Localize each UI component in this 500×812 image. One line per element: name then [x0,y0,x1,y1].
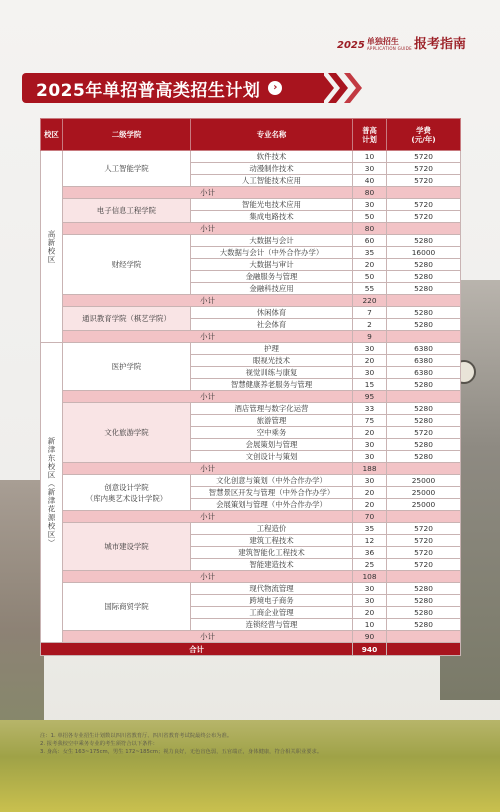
major-cell: 智能光电技术应用 [191,199,353,211]
enrollment-table [40,118,461,656]
subtotal-value: 95 [353,391,387,403]
brand-line1: 单独招生 [366,37,399,46]
fee-cell: 5280 [387,379,461,391]
footnote: 2. 报考我校空中乘务专业的考生须符合以下条件： [40,741,158,747]
plan-cell: 35 [353,247,387,259]
fee-cell: 5280 [387,607,461,619]
major-cell: 建筑智能化工程技术 [191,547,353,559]
fee-cell: 5280 [387,271,461,283]
subtotal-value: 188 [353,463,387,475]
plan-cell: 10 [353,151,387,163]
college-cell: 文化旅游学院 [63,403,191,463]
plan-cell: 7 [353,307,387,319]
college-cell: 医护学院 [63,343,191,391]
subtotal-row [41,331,461,343]
table-row [41,343,461,355]
subtotal-value: 220 [353,295,387,307]
fee-cell: 5280 [387,439,461,451]
major-cell: 连锁经营与管理 [191,619,353,631]
major-cell: 文创设计与策划 [191,451,353,463]
subtotal-label: 小计 [63,511,353,523]
plan-cell: 30 [353,583,387,595]
fee-cell: 6380 [387,343,461,355]
subtotal-empty [387,511,461,523]
subtotal-empty [387,223,461,235]
subtotal-empty [387,295,461,307]
major-cell: 酒店管理与数字化运营 [191,403,353,415]
fee-cell: 5280 [387,319,461,331]
fee-cell: 5280 [387,403,461,415]
fee-cell: 5280 [387,415,461,427]
subtotal-row [41,631,461,643]
plan-cell: 20 [353,427,387,439]
fee-cell: 16000 [387,247,461,259]
fee-cell: 5720 [387,535,461,547]
plan-cell: 36 [353,547,387,559]
subtotal-empty [387,631,461,643]
plan-cell: 20 [353,355,387,367]
major-cell: 工程造价 [191,523,353,535]
fee-cell: 5280 [387,283,461,295]
plan-cell: 15 [353,379,387,391]
table-row [41,151,461,163]
major-cell: 视觉训练与康复 [191,367,353,379]
plan-cell: 60 [353,235,387,247]
major-cell: 软件技术 [191,151,353,163]
total-row [41,643,461,656]
fee-cell: 25000 [387,487,461,499]
major-cell: 大数据与审计 [191,259,353,271]
major-cell: 跨境电子商务 [191,595,353,607]
plan-cell: 75 [353,415,387,427]
major-cell: 社会体育 [191,319,353,331]
college-cell: 城市建设学院 [63,523,191,571]
subtotal-row [41,187,461,199]
table-row [41,583,461,595]
plan-cell: 40 [353,175,387,187]
major-cell: 现代物流管理 [191,583,353,595]
fee-cell: 5720 [387,211,461,223]
enrollment-table-wrap [40,118,460,656]
subtotal-empty [387,331,461,343]
table-row [41,235,461,247]
major-cell: 智慧健康养老服务与管理 [191,379,353,391]
college-cell: 财经学院 [63,235,191,295]
fee-cell: 25000 [387,499,461,511]
subtotal-label: 小计 [63,391,353,403]
plan-cell: 12 [353,535,387,547]
fee-cell: 5720 [387,559,461,571]
major-cell: 工商企业管理 [191,607,353,619]
fee-cell: 6380 [387,367,461,379]
major-cell: 旅游管理 [191,415,353,427]
table-body [41,151,461,656]
plan-cell: 30 [353,475,387,487]
subtotal-empty [387,571,461,583]
brand-logo [337,38,466,51]
subtotal-row [41,463,461,475]
table-row [41,475,461,487]
background-building [0,480,44,730]
plan-cell: 30 [353,367,387,379]
subtotal-row [41,295,461,307]
major-cell: 建筑工程技术 [191,535,353,547]
college-cell: 国际商贸学院 [63,583,191,631]
major-cell: 集成电路技术 [191,211,353,223]
subtotal-label: 小计 [63,571,353,583]
subtotal-label: 小计 [63,187,353,199]
subtotal-value: 80 [353,223,387,235]
major-cell: 文化创意与策划（中外合作办学） [191,475,353,487]
plan-cell: 20 [353,499,387,511]
plan-cell: 30 [353,595,387,607]
total-value: 940 [353,643,387,656]
college-cell: 人工智能学院 [63,151,191,187]
plan-cell: 30 [353,439,387,451]
table-row [41,199,461,211]
plan-cell: 2 [353,319,387,331]
subtotal-label: 小计 [63,295,353,307]
major-cell: 智能建造技术 [191,559,353,571]
major-cell: 金融服务与管理 [191,271,353,283]
college-cell: 通识教育学院（棋艺学院） [63,307,191,331]
plan-cell: 50 [353,211,387,223]
major-cell: 空中乘务 [191,427,353,439]
plan-cell: 33 [353,403,387,415]
table-row [41,403,461,415]
fee-cell: 5280 [387,451,461,463]
footnotes [40,732,460,756]
fee-cell: 5720 [387,547,461,559]
subtotal-row [41,391,461,403]
title-banner [22,73,324,103]
subtotal-empty [387,187,461,199]
major-cell: 人工智能技术应用 [191,175,353,187]
major-cell: 眼视光技术 [191,355,353,367]
college-cell: 电子信息工程学院 [63,199,191,223]
subtotal-row [41,571,461,583]
plan-cell: 35 [353,523,387,535]
plan-cell: 10 [353,619,387,631]
campus-cell: 高新校区 [41,151,63,343]
subtotal-value: 90 [353,631,387,643]
major-cell: 大数据与会计（中外合作办学） [191,247,353,259]
major-cell: 大数据与会计 [191,235,353,247]
major-cell: 智慧景区开发与管理（中外合作办学） [191,487,353,499]
subtotal-label: 小计 [63,331,353,343]
plan-cell: 20 [353,487,387,499]
campus-cell: 新津东校区（新津花源校区） [41,343,63,643]
subtotal-value: 108 [353,571,387,583]
fee-cell: 5280 [387,619,461,631]
subtotal-empty [387,463,461,475]
table-header-row [41,119,461,151]
total-empty [387,643,461,656]
header-campus: 校区 [41,119,63,151]
subtotal-label: 小计 [63,463,353,475]
footnote: 3. 身高：女生 163~175cm，男生 172~185cm；视力良好，无色盲色弱，五官端正，身体健康，符合相关职业要求。 [40,749,323,755]
brand-year: 2025 [337,40,365,51]
brand-big: 报考指南 [413,37,466,52]
brand-line2: APPLICATION GUIDE [366,46,412,51]
subtotal-label: 小计 [63,223,353,235]
fee-cell: 5720 [387,163,461,175]
table-row [41,307,461,319]
fee-cell: 5720 [387,199,461,211]
major-cell: 金融科技应用 [191,283,353,295]
subtotal-value: 70 [353,511,387,523]
plan-cell: 25 [353,559,387,571]
subtotal-empty [387,391,461,403]
fee-cell: 5280 [387,307,461,319]
subtotal-value: 9 [353,331,387,343]
plan-cell: 20 [353,607,387,619]
plan-cell: 30 [353,163,387,175]
major-cell: 休闲体育 [191,307,353,319]
fee-cell: 6380 [387,355,461,367]
major-cell: 护理 [191,343,353,355]
plan-cell: 50 [353,271,387,283]
plan-cell: 30 [353,451,387,463]
footnote: 注：1. 单招各专业招生计划数以四川省教育厅、四川省教育考试院最终公布为准。 [40,733,233,739]
page-title: 2025年单招普高类招生计划 [36,80,261,101]
brand-small [367,38,412,51]
arrow-right-icon: › [268,81,282,95]
header-major: 专业名称 [191,119,353,151]
fee-cell: 5720 [387,427,461,439]
major-cell: 动漫制作技术 [191,163,353,175]
subtotal-row [41,223,461,235]
plan-cell: 30 [353,343,387,355]
fee-cell: 5280 [387,583,461,595]
table-row [41,523,461,535]
subtotal-row [41,511,461,523]
header-college: 二级学院 [63,119,191,151]
major-cell: 会展策划与管理 [191,439,353,451]
chevron-icon [344,73,366,103]
subtotal-value: 80 [353,187,387,199]
subtotal-label: 小计 [63,631,353,643]
plan-cell: 55 [353,283,387,295]
plan-cell: 20 [353,259,387,271]
fee-cell: 5720 [387,175,461,187]
major-cell: 会展策划与管理（中外合作办学） [191,499,353,511]
total-label: 合计 [41,643,353,656]
header-plan: 普高 计划 [353,119,387,151]
plan-cell: 30 [353,199,387,211]
fee-cell: 25000 [387,475,461,487]
fee-cell: 5280 [387,259,461,271]
college-cell: 创意设计学院 （库内奥艺术设计学院） [63,475,191,511]
fee-cell: 5720 [387,523,461,535]
header-fee: 学费 (元/年) [387,119,461,151]
fee-cell: 5280 [387,595,461,607]
fee-cell: 5280 [387,235,461,247]
fee-cell: 5720 [387,151,461,163]
